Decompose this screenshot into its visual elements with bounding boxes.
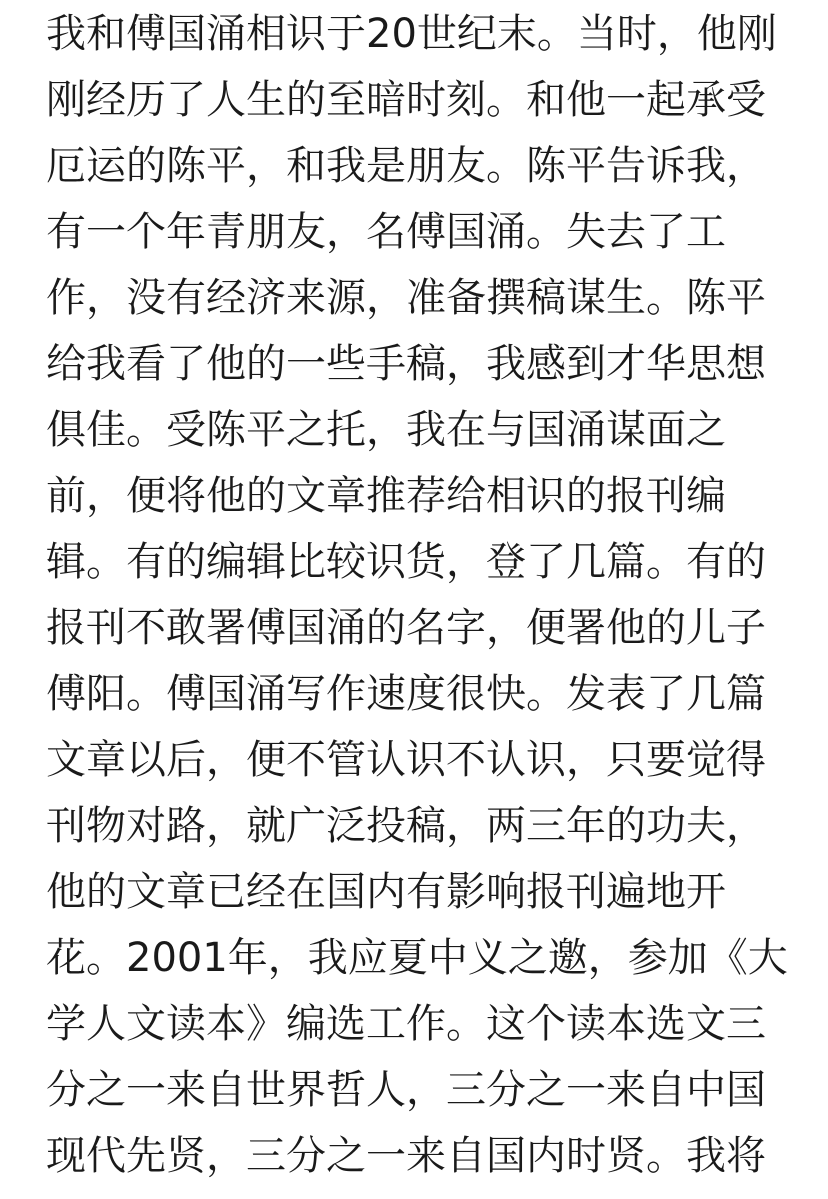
text-line: 刚经历了人生的至暗时刻。和他一起承受	[46, 77, 766, 123]
text-line: 作，没有经济来源，准备撰稿谋生。陈平	[46, 275, 766, 321]
text-line: 刊物对路，就广泛投稿，两三年的功夫，	[46, 803, 766, 849]
text-line: 分之一来自世界哲人，三分之一来自中国	[46, 1067, 766, 1113]
text-line: 报刊不敢署傅国涌的名字，便署他的儿子	[46, 605, 766, 651]
article-paragraph	[46, 0, 828, 1189]
text-line: 俱佳。受陈平之托，我在与国涌谋面之	[46, 407, 726, 453]
text-line: 厄运的陈平，和我是朋友。陈平告诉我，	[46, 143, 766, 189]
text-line: 给我看了他的一些手稿，我感到才华思想	[46, 341, 766, 387]
text-line: 学人文读本》编选工作。这个读本选文三	[46, 1001, 766, 1047]
text-line: 现代先贤，三分之一来自国内时贤。我将	[46, 1133, 766, 1179]
text-line: 花。2001年，我应夏中义之邀，参加《大	[46, 935, 788, 981]
text-line: 文章以后，便不管认识不认识，只要觉得	[46, 737, 766, 783]
text-line: 前，便将他的文章推荐给相识的报刊编	[46, 473, 726, 519]
text-line: 有一个年青朋友，名傅国涌。失去了工	[46, 209, 726, 255]
text-line: 傅阳。傅国涌写作速度很快。发表了几篇	[46, 671, 766, 717]
text-line: 辑。有的编辑比较识货，登了几篇。有的	[46, 539, 766, 585]
text-line: 他的文章已经在国内有影响报刊遍地开	[46, 869, 726, 915]
text-line: 我和傅国涌相识于20世纪末。当时，他刚	[46, 11, 777, 57]
